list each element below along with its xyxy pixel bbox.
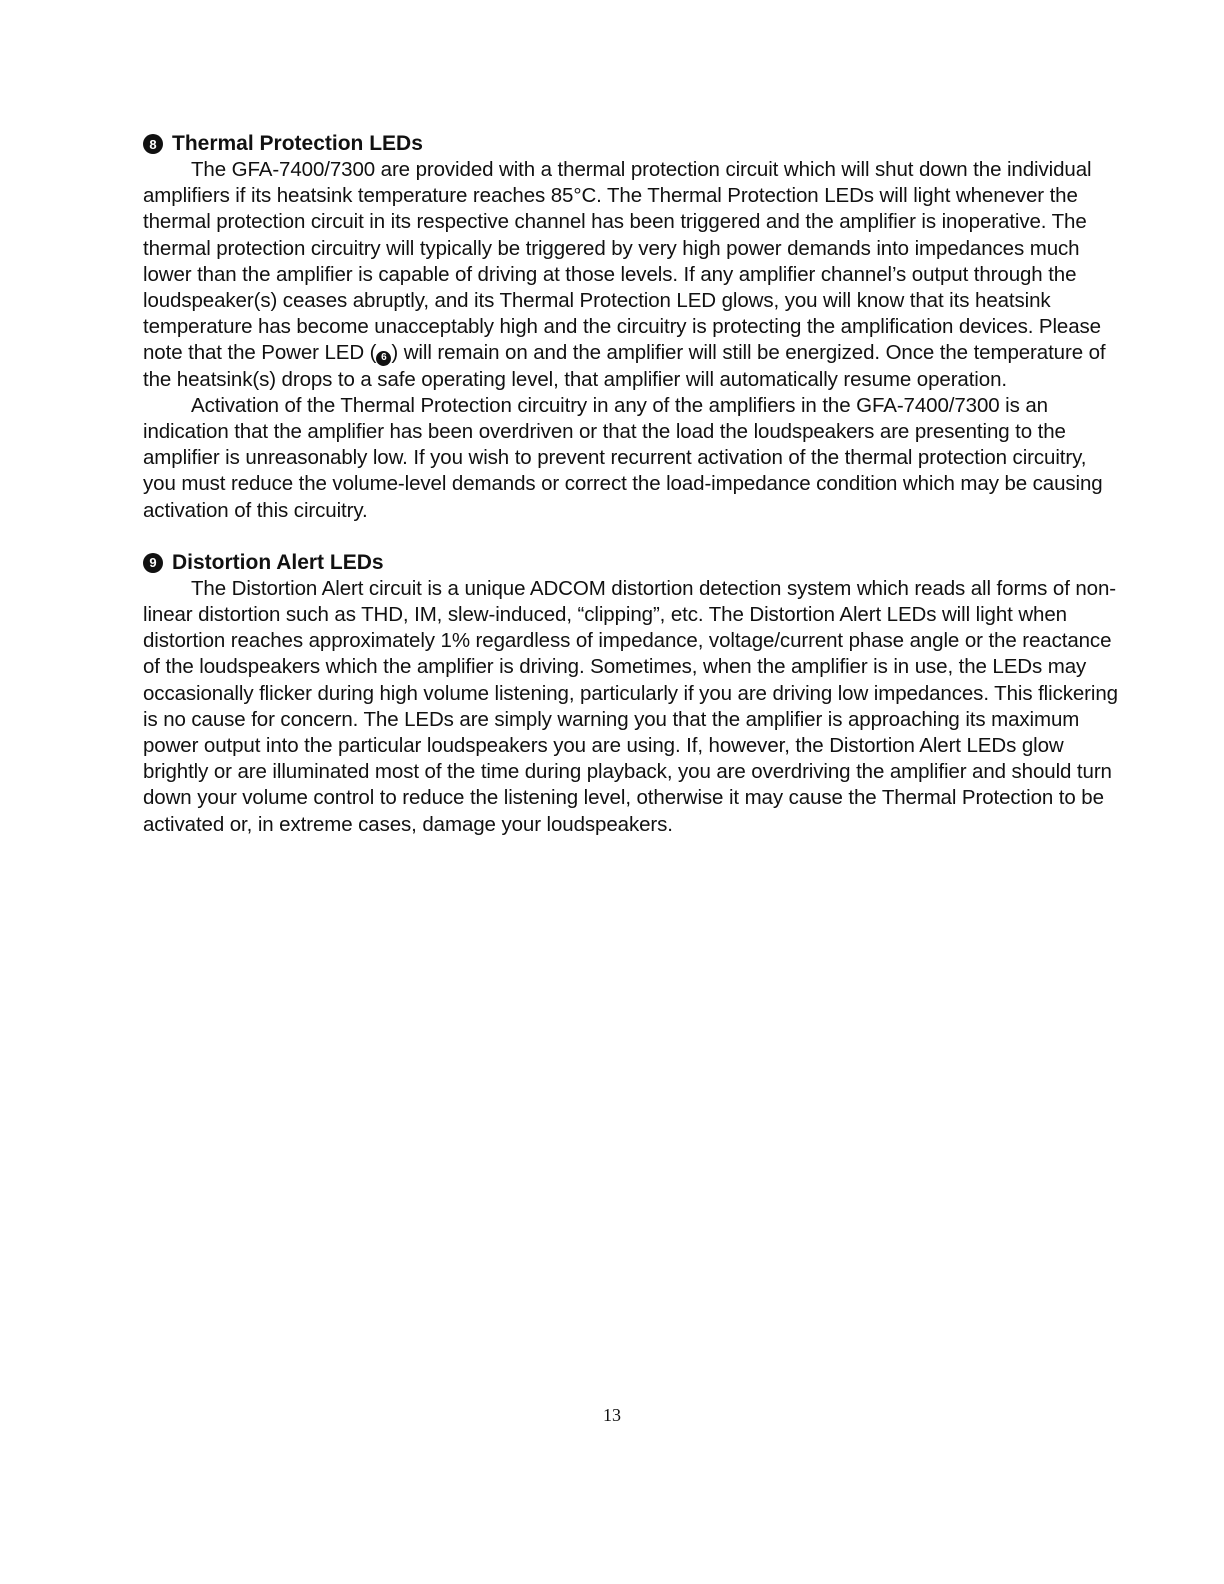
paragraph: Activation of the Thermal Protection circuitry in any of the amplifiers in the GFA-7400/7300 is an indication that the amplifier has been overdriven or that the load the loudspeakers are presenting to the amplifier is unreasonably low. If you wish to prevent recurrent activation of the thermal protection circuitry, you must reduce the volume-level demands or correct the load-impedance condition which may be causing activation of this circuitry. xyxy=(143,393,1103,522)
paragraph-text-tail: ) will remain on and the amplifier will still be energized. Once the temperature of the heatsink(s) drops to a safe operating level, that amplifier will automatically resume operation. xyxy=(143,341,1106,391)
page-number: 13 xyxy=(603,1405,621,1425)
paragraph xyxy=(143,157,1118,393)
number-9-badge-icon: 9 xyxy=(143,553,163,573)
section-heading xyxy=(143,131,1118,157)
paragraph-text: The GFA-7400/7300 are provided with a thermal protection circuit which will shut down the individual amplifiers if its heatsink temperature reaches 85°C. The Thermal Protection LEDs will light whenever the thermal protection circuit in its respective channel has been triggered and the amplifier is inoperative. The thermal protection circuitry will typically be triggered by very high power demands into impedances much lower than the amplifier is capable of driving at those levels. If any amplifier channel’s output through the loudspeaker(s) ceases abruptly, and its Thermal Protection LED glows, you will know that its heatsink temperature has become unacceptably high and the circuitry is protecting the amplification devices. Please note that the Power LED ( xyxy=(143,158,1101,365)
section-heading xyxy=(143,550,1118,576)
section-thermal-protection xyxy=(143,131,1118,524)
number-8-badge-icon: 8 xyxy=(143,134,163,154)
section-title: Thermal Protection LEDs xyxy=(172,132,423,155)
number-6-ref-icon: 6 xyxy=(376,351,391,366)
section-title: Distortion Alert LEDs xyxy=(172,550,384,574)
paragraph: The Distortion Alert circuit is a unique ADCOM distortion detection system which reads all forms of non-linear distortion such as THD, IM, slew-induced, “clipping”, etc. The Distortion Alert LEDs will light when distortion reaches approximately 1% regardless of impedance, voltage/current phase angle or the reactance of the loudspeakers which the amplifier is driving. Sometimes, when the amplifier is in use, the LEDs may occasionally flicker during high volume listening, particularly if you are driving low impedances. This flickering is no cause for concern. The LEDs are simply warning you that the amplifier is approaching its maximum power output into the particular loudspeakers you are using. If, however, the Distortion Alert LEDs glow brightly or are illuminated most of the time during playback, you are overdriving the amplifier and should turn down your volume control to reduce the listening level, otherwise it may cause the Thermal Protection to be activated or, in extreme cases, damage your loudspeakers. xyxy=(143,576,1118,836)
page-content xyxy=(143,131,1118,838)
section-distortion-alert xyxy=(143,550,1118,838)
